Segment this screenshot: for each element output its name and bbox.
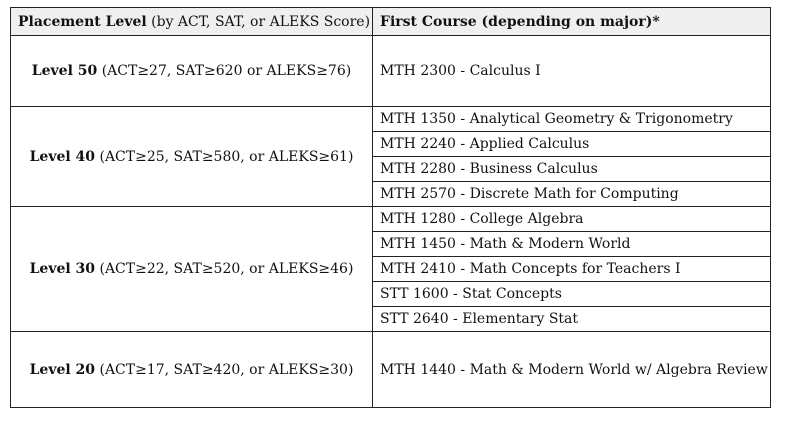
level-50-label: Level 50: [31, 63, 98, 79]
course-cell: MTH 2300 - Calculus I: [373, 36, 771, 107]
course-cell: STT 1600 - Stat Concepts: [373, 282, 771, 307]
course-cell: MTH 1440 - Math & Modern World w/ Algebra Review: [373, 332, 771, 408]
placement-level-header-bold: Placement Level: [18, 13, 147, 30]
level-40-criteria: (ACT≥25, SAT≥580, or ALEKS≥61): [95, 148, 354, 165]
header-row: [11, 8, 771, 36]
placement-table-container: [10, 7, 771, 408]
placement-level-header-note: (by ACT, SAT, or ALEKS Score): [146, 13, 371, 30]
placement-table: [10, 7, 771, 408]
course-cell: MTH 2280 - Business Calculus: [373, 157, 771, 182]
level-20-row: [11, 332, 771, 408]
level-20-label: Level 20: [29, 361, 96, 378]
course-cell: MTH 2410 - Math Concepts for Teachers I: [373, 257, 771, 282]
course-cell: MTH 1280 - College Algebra: [373, 207, 771, 232]
course-cell: STT 2640 - Elementary Stat: [373, 307, 771, 332]
level-30-cell: [11, 207, 373, 332]
level-40-row: [11, 107, 771, 132]
level-30-label: Level 30: [29, 261, 96, 277]
level-20-cell: [11, 332, 373, 408]
level-30-row: [11, 207, 771, 232]
course-cell: MTH 1350 - Analytical Geometry & Trigonometry: [373, 107, 771, 132]
level-30-criteria: (ACT≥22, SAT≥520, or ALEKS≥46): [95, 261, 354, 277]
level-50-row: [11, 36, 771, 107]
course-cell: MTH 2570 - Discrete Math for Computing: [373, 182, 771, 207]
level-20-criteria: (ACT≥17, SAT≥420, or ALEKS≥30): [95, 361, 354, 378]
level-40-label: Level 40: [29, 148, 96, 165]
level-50-cell: [11, 36, 373, 107]
first-course-header: [373, 8, 771, 36]
course-cell: MTH 1450 - Math & Modern World: [373, 232, 771, 257]
course-cell: MTH 2240 - Applied Calculus: [373, 132, 771, 157]
placement-level-header: [11, 8, 373, 36]
level-50-criteria: (ACT≥27, SAT≥620 or ALEKS≥76): [97, 63, 352, 79]
level-40-cell: [11, 107, 373, 207]
first-course-header-text: First Course (depending on major)*: [380, 13, 660, 30]
